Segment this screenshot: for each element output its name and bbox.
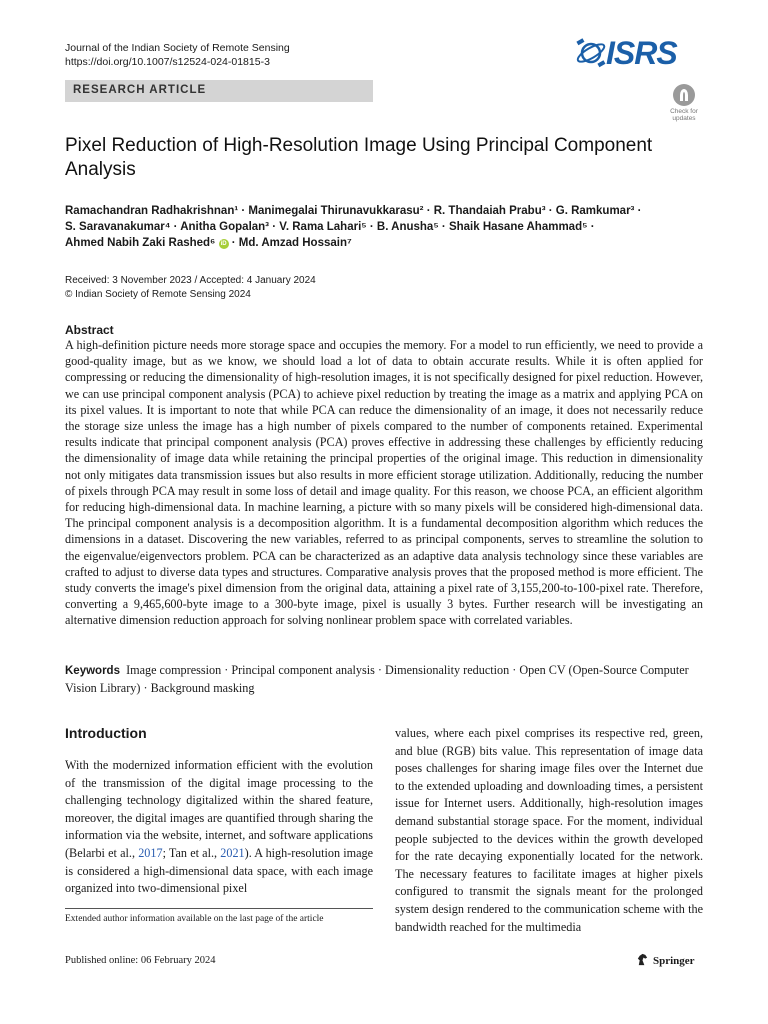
check-updates-line2: updates [672, 115, 696, 122]
abstract-heading: Abstract [65, 323, 114, 337]
received-accepted: Received: 3 November 2023 / Accepted: 4 January 2024 [65, 275, 316, 286]
intro-text-2: ; Tan et al., [162, 845, 221, 860]
springer-logo [636, 953, 695, 967]
check-updates-icon [673, 84, 695, 106]
footnote-divider [65, 908, 373, 909]
article-type-banner [65, 80, 373, 102]
check-for-updates-button[interactable] [666, 84, 702, 124]
intro-left-column [65, 757, 373, 898]
intro-right-column: values, where each pixel comprises its respective red, green, and blue (RGB) bits value. This representation of image data poses challenges for sharing image files over the Internet due to the extended uploading and downloading times, a persistent issue for Internet users. Additionally, high-resolution images demand substantial storage space. For the moment, individual people subjected to the devices within the growth developed for the rate decaying exponentially located for the network. The necessary features to facilitate images at higher pixels configured to transmit the signals meant for the prolonged system design rendered to the communication scheme with the bandwidth reached for the multimedia [395, 726, 703, 934]
intro-text-1: With the modernized information efficient with the evolution of the transmission of the digital image processing to the challenging technology digitalized within the shared feature, moreover, the digital images are quantified through sharing the information via the website, internet, and software applications (Belarbi et al., [65, 758, 373, 860]
author-hossain[interactable]: · Md. Amzad Hossain⁷ [228, 237, 352, 249]
citation-link[interactable]: 2021 [220, 845, 245, 860]
author-rashed[interactable]: Ahmed Nabih Zaki Rashed⁶ [65, 237, 216, 249]
citation-link[interactable]: 2017 [138, 845, 163, 860]
article-dates [65, 274, 316, 302]
article-title: Pixel Reduction of High-Resolution Image Using Principal Component Analysis [65, 135, 653, 180]
check-updates-line1: Check for [670, 108, 698, 115]
copyright: © Indian Society of Remote Sensing 2024 [65, 289, 251, 300]
intro-text-3: ). A high-resolution image is considered a high-dimensional data space, with each image organized into two-dimensional pixel [65, 845, 374, 896]
satellite-icon [574, 36, 608, 70]
logo-text: ISRS [606, 35, 677, 71]
author-list [65, 203, 715, 251]
springer-horse-icon [636, 953, 649, 966]
authors-line-3 [65, 235, 715, 251]
abstract-text: A high-definition picture needs more storage space and occupies the memory. For a model to run efficiently, we need to provide a good-quality image, but as we know, we should load a lot of data to obtain accurate results. While it is often applied for compressing or reducing the dimensionality of high-resolution images, it is not specifically designed for pixel reduction. However, we can use principal component analysis (PCA) to achieve pixel reduction by treating the image as a matrix and applying PCA on its pixel values. It is important to note that while PCA can reduce the dimensionality of an image, it does not necessarily reduce the storage size unless the image has a high number of pixels compared to the number of components retained. Experimental results indicate that principal component analysis (PCA) proves effective in addressing these challenges by efficiently reducing the dimensionality of image data while retaining the principal properties of the original image. This reduction in dimensionality not only mitigates data transmission issues but also results in more efficient storage utilization. Additionally, reducing the number of pixels through PCA may result in some loss of detail and image quality. For this reason, we choose PCA, an efficient algorithm for reducing high-dimensional data. In machine learning, a picture with so many pixels will be considered high-dimensional data. The principal component analysis is a decomposition algorithm. It is a fundamental decomposition algorithm which reduces the dimensions in a dataset. Discovering the new variables, referred to as principal components, serves to streamline the solution to the eigenvalue/eigenvectors problem. PCA can be characterized as an adaptive data analysis technology since these variables are crafted to adjust to diverse data types and structures. Comparative analysis proves that the proposed method is more efficient. The study converts the image's pixel dimension from the original data, attaining a pixel rate of 3,155,200-to-100-pixel rate. Therefore, converting a 9,465,600-byte image to a 300-byte image, pixel is usually 3 bytes. Further research will be investigating an alternative dimension reduction approach for solving nonlinear problem space with correlated variables. [65, 338, 703, 628]
article-type: RESEARCH ARTICLE [73, 84, 207, 96]
keywords [65, 662, 705, 697]
introduction-heading: Introduction [65, 725, 147, 741]
keywords-label: Keywords [65, 665, 120, 677]
footnote: Extended author information available on the last page of the article [65, 914, 324, 924]
doi-link[interactable]: https://doi.org/10.1007/s12524-024-01815-3 [65, 56, 270, 68]
isrs-logo [574, 35, 704, 71]
published-date: Published online: 06 February 2024 [65, 955, 216, 966]
journal-name: Journal of the Indian Society of Remote Sensing [65, 42, 290, 54]
keywords-text: Image compression · Principal component analysis · Dimensionality reduction · Open CV (Open-Source Computer Vision Library) · Background masking [65, 663, 689, 695]
authors-line-2: S. Saravanakumar⁴ · Anitha Gopalan³ · V. Rama Lahari⁵ · B. Anusha⁵ · Shaik Hasane Ahammad⁵ · [65, 221, 595, 233]
authors-line-1: Ramachandran Radhakrishnan¹ · Manimegalai Thirunavukkarasu² · R. Thandaiah Prabu³ · G. Ramkumar³ · [65, 205, 642, 217]
orcid-icon[interactable]: iD [220, 241, 227, 247]
journal-info [65, 41, 290, 69]
publisher-name: Springer [653, 955, 695, 967]
